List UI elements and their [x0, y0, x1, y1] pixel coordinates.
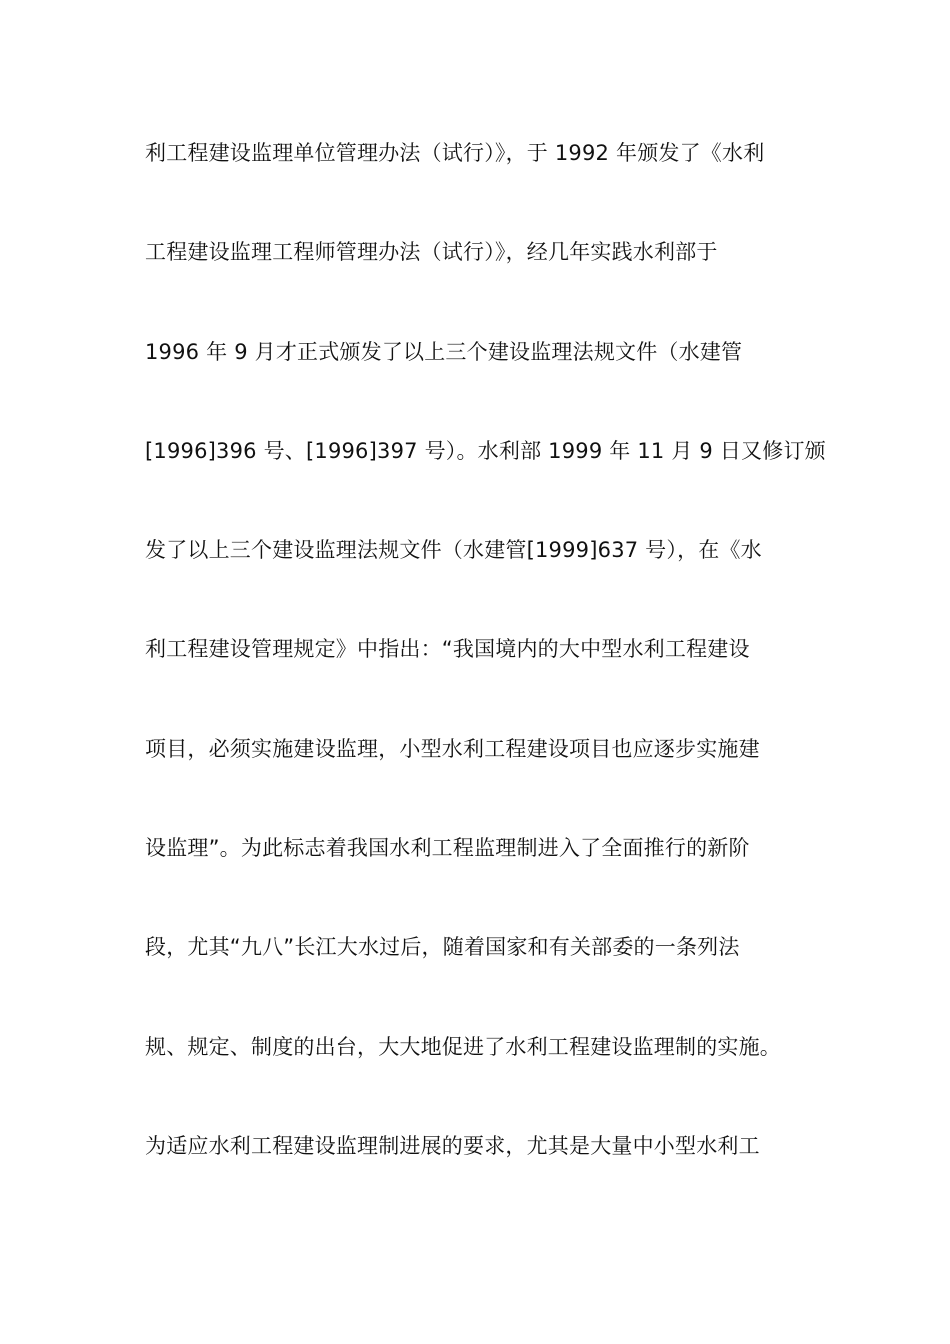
text-line: 发了以上三个建设监理法规文件（水建管[1999]637 号），在《水	[145, 538, 762, 562]
text-line: 为适应水利工程建设监理制进展的要求，尤其是大量中小型水利工	[145, 1134, 760, 1158]
text-line: 1996 年 9 月才正式颁发了以上三个建设监理法规文件（水建管	[145, 340, 743, 364]
text-line: 利工程建设监理单位管理办法（试行）》，于 1992 年颁发了《水利	[145, 141, 765, 165]
text-line: 规、规定、制度的出台，大大地促进了水利工程建设监理制的实施。	[145, 1035, 781, 1059]
text-line: 项目，必须实施建设监理，小型水利工程建设项目也应逐步实施建	[145, 737, 760, 761]
text-line: 段，尤其“九八”长江大水过后，随着国家和有关部委的一条列法	[145, 935, 740, 959]
text-line: 设监理”。为此标志着我国水利工程监理制进入了全面推行的新阶	[145, 836, 750, 860]
text-line: 利工程建设管理规定》中指出：“我国境内的大中型水利工程建设	[145, 637, 750, 661]
text-line: 工程建设监理工程师管理办法（试行）》，经几年实践水利部于	[145, 240, 718, 264]
text-line: [1996]396 号、[1996]397 号）。水利部 1999 年 11 月 9 日又修订颁	[145, 439, 826, 463]
